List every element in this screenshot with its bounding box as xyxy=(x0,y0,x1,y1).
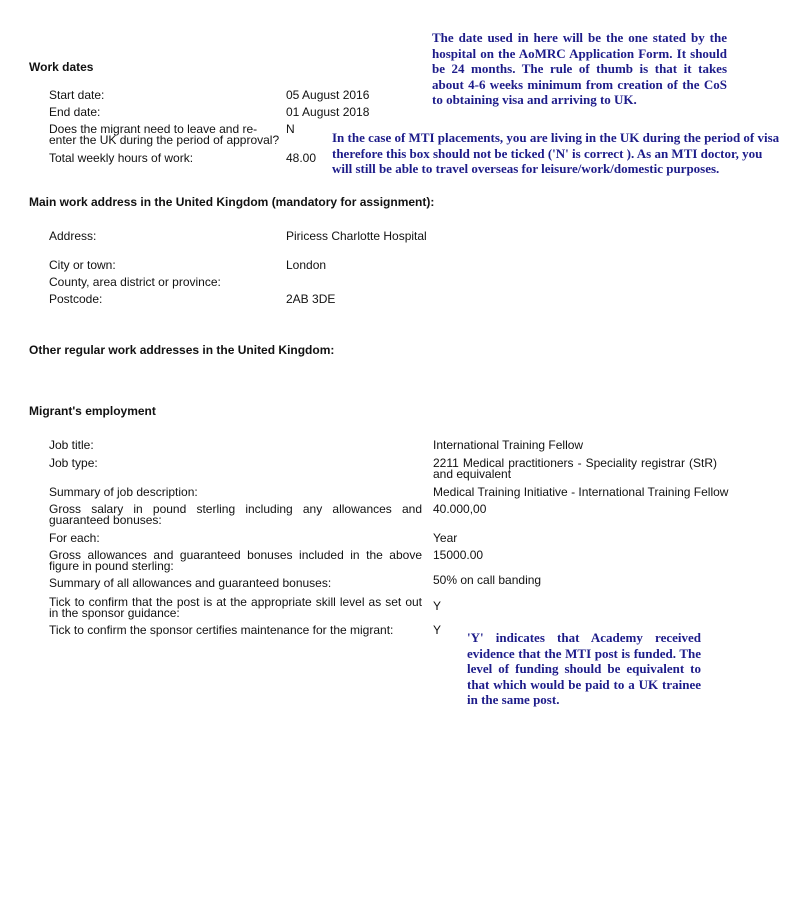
section-heading-employment: Migrant's employment xyxy=(29,404,156,418)
allowances-label: Gross allowances and guaranteed bonuses included in the above figure in pound sterling: xyxy=(49,548,422,573)
reentry-label: Does the migrant need to leave and re-enter the UK during the period of approval? xyxy=(49,122,280,147)
allowances-summary-value: 50% on call banding xyxy=(433,573,542,587)
county-label: County, area district or province: xyxy=(49,275,221,289)
salary-value: 40.000,00 xyxy=(433,502,487,516)
start-date-value: 05 August 2016 xyxy=(286,88,370,102)
job-title-value: International Training Fellow xyxy=(433,438,584,452)
postcode-value: 2AB 3DE xyxy=(286,292,336,306)
allowances-summary-label: Summary of all allowances and guaranteed bonuses: xyxy=(49,576,332,590)
job-type-value: 2211 Medical practitioners - Speciality registrar (StR) and equivalent xyxy=(433,456,717,481)
summary-label: Summary of job description: xyxy=(49,485,198,499)
section-heading-work-dates: Work dates xyxy=(29,60,94,74)
end-date-label: End date: xyxy=(49,105,101,119)
section-heading-other-addresses: Other regular work addresses in the United Kingdom: xyxy=(29,343,335,357)
postcode-label: Postcode: xyxy=(49,292,103,306)
maintenance-label: Tick to confirm the sponsor certifies maintenance for the migrant: xyxy=(49,623,394,637)
city-label: City or town: xyxy=(49,258,116,272)
start-date-label: Start date: xyxy=(49,88,105,102)
address-label: Address: xyxy=(49,229,97,243)
allowances-value: 15000.00 xyxy=(433,548,484,562)
salary-label: Gross salary in pound sterling including any allowances and guaranteed bonuses: xyxy=(49,502,422,527)
note-funding: 'Y' indicates that Academy received evidence that the MTI post is funded. The level of funding should be equivalent to that which would be paid to a UK trainee in the same post. xyxy=(467,630,701,707)
job-type-label: Job type: xyxy=(49,456,98,470)
skill-level-label: Tick to confirm that the post is at the appropriate skill level as set out in the sponsor guidance: xyxy=(49,595,422,620)
weekly-hours-label: Total weekly hours of work: xyxy=(49,151,194,165)
note-cos-date: The date used in here will be the one stated by the hospital on the AoMRC Application Form. It should be 24 months. The rule of thumb is that it takes about 4-6 weeks minimum from creation of the CoS to obtaining visa and arriving to UK. xyxy=(432,30,727,107)
skill-level-value: Y xyxy=(433,599,442,613)
job-title-label: Job title: xyxy=(49,438,94,452)
city-value: London xyxy=(286,258,327,272)
note-mti-visa: In the case of MTI placements, you are living in the UK during the period of visa therefore this box should not be ticked ('N' is correct ). As an MTI doctor, you will still be able to travel overseas for leisure/work/domestic purposes. xyxy=(332,130,780,176)
maintenance-value: Y xyxy=(433,623,442,637)
section-heading-main-address: Main work address in the United Kingdom (mandatory for assignment): xyxy=(29,195,435,209)
for-each-value: Year xyxy=(433,531,458,545)
weekly-hours-value: 48.00 xyxy=(286,151,317,165)
for-each-label: For each: xyxy=(49,531,100,545)
summary-value: Medical Training Initiative - International Training Fellow xyxy=(433,485,729,499)
reentry-value: N xyxy=(286,122,295,136)
address-value: Piricess Charlotte Hospital xyxy=(286,229,427,243)
end-date-value: 01 August 2018 xyxy=(286,105,370,119)
